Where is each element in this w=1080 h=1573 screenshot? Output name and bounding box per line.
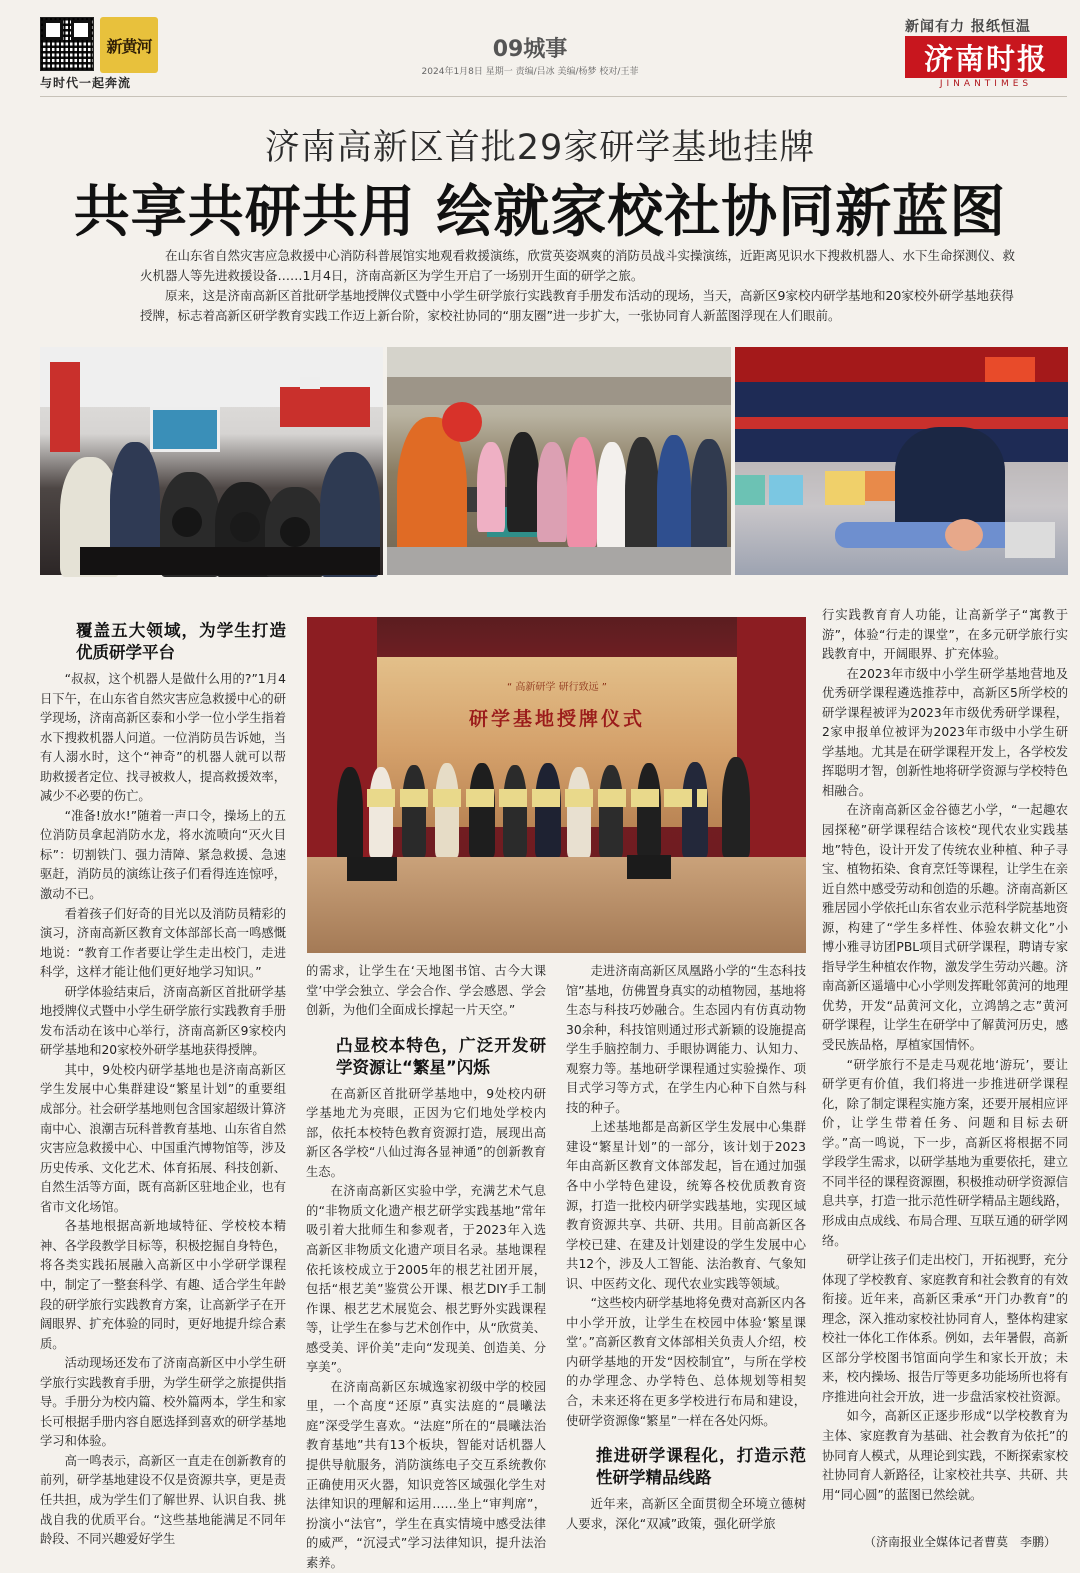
paragraph: 高一鸣表示，高新区一直走在创新教育的前列，研学基地建设不仅是资源共享，更是责任共担，成为学生们了解世界、认识自我、挑战自我的优质平台。“这些基地能满足不同年龄段、不同兴趣爱好学生 xyxy=(40,1453,286,1547)
photo4-banner: 研学基地授牌仪式 xyxy=(468,707,645,730)
qr-code xyxy=(40,17,94,71)
paragraph: 研学体验结束后，济南高新区首批研学基地授牌仪式暨中小学生研学旅行实践教育手册发布活动在该中心举行，济南高新区9家校内研学基地和20家校外研学基地获得授牌。 xyxy=(40,984,286,1058)
column-3 xyxy=(566,962,806,1534)
masthead-en: JINANTIMES xyxy=(939,79,1033,89)
paragraph: 走进济南高新区凤凰路小学的“生态科技馆”基地，仿佛置身真实的动植物园，基地将生态与科技巧妙融合。生态园内有仿真动物30余种，科技馆则通过形式新颖的设施提高学生手脑控制力、手眼协调能力、认知力、观察力等。基地研学课程通过实验操作、项目式学习等方式，在学生内心种下自然与科技的种子。 xyxy=(566,964,807,1115)
paragraph: 研学让孩子们走出校门，开拓视野，充分体现了学校教育、家庭教育和社会教育的有效衔接。近年来，高新区秉承“开门办教育”的理念，深入推动家校社协同育人，整体构建家校社一体化工作体系。例如，去年暑假，高新区部分学校图书馆面向学生和家长开放；未来，校内操场、报告厅等更多功能场所也将有序推进向社会开放，进一步盘活家校社资源。 xyxy=(822,1253,1068,1404)
paragraph: 如今，高新区正逐步形成“以学校教育为主体、家庭教育为基础、社会教育为依托”的协同育人模式，从理论到实践，不断探索家校社协同育人新路径，让家校社共享、共研、共用“同心圆”的蓝图已然绘就。 xyxy=(822,1409,1068,1502)
header-rule xyxy=(40,96,1067,97)
paragraph: 的需求，让学生在‘天地图书馆、古今大课堂’中学会独立、学会合作、学会感恩、学会创新，为他们全面成长撑起一片天空。” xyxy=(306,964,546,1018)
lead-paragraph: 在山东省自然灾害应急救援中心消防科普展馆实地观看救援演练，欣赏英姿飒爽的消防员战斗实操演练，近距离见识水下搜救机器人、水下生命探测仪、救火机器人等先进救援设备……1月4日，济南高新区为学生开启了一场别开生面的研学之旅。 xyxy=(140,248,1016,283)
paragraph: 在济南高新区东城逸家初级中学的校园里，一个高度“还原”真实法庭的“晨曦法庭”深受学生喜欢。“法庭”所在的“晨曦法治教育基地”共有13个板块，智能对话机器人提供导航服务，消防演练电子交互系统教你正确使用灭火器，知识竞答区域强化学生对法律知识的理解和运用……坐上“审判席”，扮演小“法官”，学生在真实情境中感受法律的威严，“沉浸式”学习法律知识，提升法治素养。 xyxy=(306,1379,546,1570)
photo-rescue-drill xyxy=(387,347,731,575)
section-heading: 推进研学课程化，打造示范性研学精品线路 xyxy=(596,1446,806,1488)
paragraph: 在高新区首批研学基地中，9处校内研学基地尤为亮眼，正因为它们地处学校内部，依托本校特色教育资源打造，展现出高新区各学校“八仙过海各显神通”的创新教育生态。 xyxy=(306,1086,546,1179)
page-label: 09城事 xyxy=(492,37,568,62)
page-meta: 2024年1月8日 星期一 责编/吕冰 美编/杨梦 校对/王菲 xyxy=(421,67,639,77)
section-heading: 凸显校本特色，广泛开发研学资源让“繁星”闪烁 xyxy=(336,1035,546,1077)
column-2 xyxy=(306,962,546,1573)
section-heading: 覆盖五大领域，为学生打造优质研学平台 xyxy=(76,621,286,662)
column-4 xyxy=(822,606,1068,1505)
lead-paragraph: 原来，这是济南高新区首批研学基地授牌仪式暨中小学生研学旅行实践教育手册发布活动的现场，当天，高新区9家校内研学基地和20家校外研学基地获得授牌，标志着高新区研学教育实践工作迈上新台阶，家校社协同的“朋友圈”进一步扩大，一张协同育人新蓝图浮现在人们眼前。 xyxy=(140,288,1014,323)
photo-cpr-demo xyxy=(735,347,1068,575)
subhead: 济南高新区首批29家研学基地挂牌 xyxy=(264,128,816,168)
masthead: 济南时报 xyxy=(905,36,1067,78)
slogan-right: 新闻有力 报纸恒温 xyxy=(905,19,1031,35)
column-1 xyxy=(40,620,286,1550)
paragraph: 看着孩子们好奇的目光以及消防员精彩的演习，济南高新区教育文体部部长高一鸣感慨地说：“教育工作者要让学生走出校门，走进科学，这样才能让他们更好地学习知识。” xyxy=(40,906,286,980)
slogan-left: 与时代一起奔流 xyxy=(40,76,132,90)
paragraph: 活动现场还发布了济南高新区中小学生研学旅行实践教育手册，为学生研学之旅提供指导。手册分为校内篇、校外篇两本，学生和家长可根据手册内容自愿选择到喜欢的研学基地学习和体验。 xyxy=(40,1356,286,1449)
paragraph: 在2023年市级中小学生研学基地营地及优秀研学课程遴选推荐中，高新区5所学校的研学课程被评为2023年市级优秀研学课程，2家申报单位被评为2023年市级中小学生研学基地。尤其是在研学课程开发上，各学校发挥聪明才智，创新性地将研学资源与学校特色相融合。 xyxy=(822,666,1068,798)
paragraph: 在济南高新区金谷德艺小学，“一起趣农园探秘”研学课程结合该校“现代农业实践基地”特色，设计开发了传统农业种植、种子寻宝、植物拓染、食育烹饪等课程，让学生在亲近自然中感受劳动和创造的乐趣。济南高新区雅居园小学依托山东省农业示范科学院基地资源，构建了“学生多样性、体验农耕文化”小博小雅寻访团PBL项目式研学课程，聘请专家指导学生种植农作物，激发学生劳动兴趣。济南高新区遥墙中心小学则发挥毗邻黄河的地理优势，开发“品黄河文化，立鸿鹄之志”黄河研学课程，让学生在研学中了解黄河历史，感受民族品格，厚植家国情怀。 xyxy=(822,803,1068,1053)
brand-logo: 新黄河 xyxy=(100,17,158,73)
paragraph: “准备!放水!”随着一声口令，操场上的五位消防员拿起消防水龙，将水流喷向“灭火目标”：切割铁门、强力清障、紧急救援、急速驱赶，消防员的演练让孩子们看得连连惊呼，激动不已。 xyxy=(40,808,286,902)
paragraph: “这些校内研学基地将免费对高新区内各中小学开放，让学生在校园中体验‘繁星课堂’。”高新区教育文体部相关负责人介绍，校内研学基地的开发“因校制宜”，与所在学校的办学理念、办学特色、总体规划等相契合，未来还将在更多学校进行布局和建设，使研学资源像“繁星”一样在各处闪烁。 xyxy=(566,1296,807,1428)
byline: （济南报业全媒体记者曹莫 李鹏） xyxy=(864,1535,1057,1549)
paragraph: 近年来，高新区全面贯彻全环境立德树人要求，深化“双减”政策，强化研学旅 xyxy=(566,1497,806,1531)
paragraph: 行实践教育育人功能，让高新学子“寓教于游”，体验“行走的课堂”，在多元研学旅行实践教育中，开阔眼界、扩充体验。 xyxy=(822,608,1068,662)
paragraph: 各基地根据高新地域特征、学校校本精神、各学段教学目标等，积极挖掘自身特色，将各类实践拓展融入高新区中小学研学课程中，制定了一整套科学、有趣、适合学生年龄段的研学旅行实践教育方案，让高新学子在开阔眼界、扩充体验的同时，更好地提升综合素质。 xyxy=(40,1219,286,1351)
headline: 共享共研共用 绘就家校社协同新蓝图 xyxy=(73,180,1007,245)
paragraph: “研学旅行不是走马观花地‘游玩’，要让研学更有价值，我们将进一步推进研学课程化，除了制定课程实施方案，还要开展相应评价，让学生带着任务、问题和目标去研学。”高一鸣说，下一步，高新区将根据不同学段学生需求，以研学基地为重要依托，建立不同半径的课程资源圈，积极推动研学资源信息共享，打造一批示范性研学精品主题线路，形成由点成线、布局合理、互联互通的研学网络。 xyxy=(822,1057,1068,1248)
paragraph: 其中，9处校内研学基地也是济南高新区学生发展中心集群建设“繁星计划”的重要组成部分。社会研学基地则包含国家超级计算济南中心、浪潮吉玩科普教育基地、山东省自然灾害应急救援中心、中国重汽博物馆等，涉及历史传承、文化艺术、体育拓展、科技创新、自然生活等方面，既有高新区驻地企业，也有省市文化场馆。 xyxy=(40,1062,286,1214)
paragraph: 上述基地都是高新区学生发展中心集群建设“繁星计划”的一部分，该计划于2023年由高新区教育文体部发起，旨在通过加强各中小学特色建设，统筹各校优质教育资源，打造一批校内研学实践基地，实现区域教育资源共享、共研、共用。目前高新区各学校已建、在建及计划建设的学生发展中心共12个，涉及人工智能、法治教育、气象知识、中医药文化、现代农业实践等领域。 xyxy=(566,1120,806,1291)
lead xyxy=(140,246,1020,326)
photo-award-ceremony xyxy=(307,617,806,953)
photo-exhibition-hall xyxy=(40,347,383,575)
paragraph: 在济南高新区实验中学，充满艺术气息的“非物质文化遗产根艺研学实践基地”常年吸引着大批师生和参观者，于2023年入选高新区非物质文化遗产项目名录。基地课程依托该校成立于2005年的根艺社团开展，包括“根艺美”鉴赏公开课、根艺DIY手工制作课、根艺艺术展览会、根艺野外实践课程等，让学生在参与艺术创作中，从“欣赏美、感受美、评价美”走向“发现美、创造美、分享美”。 xyxy=(306,1184,547,1375)
paragraph: “叔叔，这个机器人是做什么用的?”1月4日下午，在山东省自然灾害应急救援中心的研学现场，济南高新区泰和小学一位小学生指着水下搜救机器人问道。一位消防员告诉她，当有人溺水时，这个“神奇”的机器人就可以帮助救援者定位、找寻被救人，提高救援效率，减少不必要的伤亡。 xyxy=(40,672,286,804)
photo4-slogan: “ 高新研学 研行致远 ” xyxy=(507,681,607,693)
